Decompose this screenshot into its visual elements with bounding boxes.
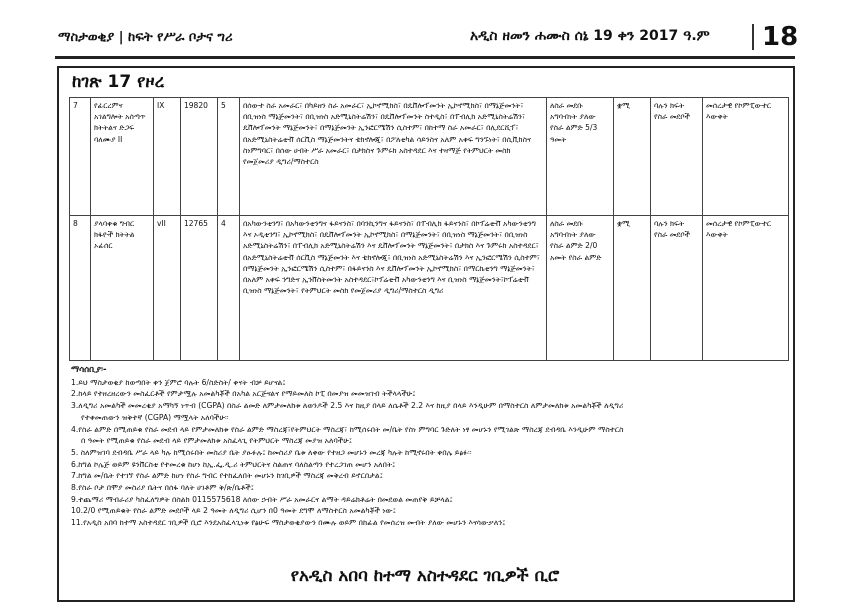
note-item: 6.ከግል ኮሌጅ ወይም ዩንቨርስቲ የተመረቁ ከሆነ ከኢ.ፌ.ዲ.ሪ ትምህርትና ስልጠና ባለስልጣን የተረጋገጠ መሆን አለበት፤ [71, 459, 396, 469]
continuation-title: ከገጽ 17 የዞረ [72, 72, 165, 92]
header-rule [55, 56, 795, 59]
cell-field: በአካውንቲንግ፣ በአካውንቲንግና ፋይናንስ፣ በባንኪንግና ፋይናንስ፣ በፐብሊክ ፋይናንስ፣ በኮፕሬቲቭ አካውንቲንግ እና ኦዲቲንግ፣ ኢኮኖሚክስ፣ በዴቨሎፕመንት ኢኮኖሚክስ፣ በማኔጅመንት፣ በቢዝነስ ማኔጅመንት፣ በቢዝነስ አድሚኒስትሬሽን፣ በፐብሊክ አድሚኒስትሬሽን እና ዴቨሎፕመንት ማኔጅመንት፣ በታክስ እና ጉምሩክ አስተዳደር፣ በአድሚኒስትሬቲቭ ሰርቪስ ማኔጅመንት እና ቴክኖሎጂ፣ በቢዝነስ አድሚኒስትሬሽን እና ኢንፎርሜሽን ሲስተም፣ በማኔጅመንት ኢንፎርሜሽን ሲስተም፣ በፋይናንስ እና ዴቨሎፕመንት ኢኮኖሚክስ፣ በማርኬቲንግ ማኔጅመንት፣ በአለም አቀፍ ንግድና ኢንቨስትመንት አስተዳደር፣ኮፕሬቲቭ አካውንቲንግ እና ቢዝነስ ማኔጅመንት፣ኮፕሬቲቭ ቢዝነስ ማኔጅመንት፣ የትምህርት መስክ የመጀመሪያ ዲግሪ/ማስተርስ ዲግሪ [240, 216, 547, 361]
cell-qty: 5 [218, 98, 240, 216]
note-item: 7.ከግል መ/ቤት የተገኘ የስራ ልምድ ከሆነ የስራ ግብር የተከፈለበት መሆኑን ከገቢዎች ማስረጃ መቅረብ ይኖርበታል፤ [71, 471, 383, 481]
cell-station: ባሉን ክፍት የስራ መደቦች [651, 98, 703, 216]
note-item: 9.ተጨማሪ ማብራሪያ ካስፈለግዎት በስልክ 0115575618 ለሰው ኃብት ሥራ አመራርና ልማት ዳይሬክቶሬት በመደወል መጠየቅ ይቻላል፤ [71, 494, 453, 504]
cell-no: 8 [70, 216, 91, 361]
note-item: የተቀመጠውን ዝቅተኛ (CGPA) ማሟላት አለባችሁ፡፡ [81, 412, 229, 422]
cell-location: ቋሚ [614, 98, 651, 216]
header-separator [752, 24, 754, 50]
cell-level: IX [154, 98, 181, 216]
note-item: 10.2/0 የሚጠይቁት የስራ ልምድ መደቦች ላይ 2 ዓመት ለዲግሪ ሲሆን በ0 ዓመት ደግሞ ለማስተርስ አመልካቾች ነው፤ [71, 506, 396, 516]
note-item: 4.የስራ ልምድ በሚጠይቁ የስራ መደብ ላይ የምታመለክቱ የስራ ልምድ ማስረጃ፣የትምህርት ማስረጃ፣ ከሚሰሩበት መ/ቤት የስነ ምግባር ጉድለት ነፃ መሆኑን የሚገልጽ ማስረጃ ደብዳቤ እንዲሁም ማስተርስ [71, 424, 624, 434]
cell-requirement: ለስራ መደቡ አግባብነት ያለው የስራ ልምድ 5/3 ዓመት [547, 98, 614, 216]
note-item: 2.ከላይ የተዘረዘረውን መስፈርቶች የምታሟሉ አመልካቾች በአካል አርጅናልና የማይመለስ ኮፒ በመያዝ መመዝገብ ትችላላችሁ፤ [71, 389, 416, 399]
cell-salary: 19820 [181, 98, 218, 216]
newspaper-dateline: አዲስ ዘመን ሐሙስ ሰኔ 19 ቀን 2017 ዓ.ም [470, 28, 710, 44]
note-item: 11.የአዲስ አበባ ከተማ አስተዳደር ገቢዎች ቢሮ እንደአስፈላጊነቱ የፅሁፍ ማስታወቂያውን በሙሉ ወይም በከፊል የመሰረዝ መብት ያለው መሆኑን እናሳውቃለን፤ [71, 518, 506, 528]
cell-level: vII [154, 216, 181, 361]
cell-location: ቋሚ [614, 216, 651, 361]
cell-skill: መሰረታዊ የኮምፒውተር እውቀት [703, 98, 789, 216]
note-item: 5. ስለምዝገባ ደብዳቤ ሥራ ላይ ካሉ ከሚሰሩበት መስሪያ ቤት ያፁፉሉ፤ ከመስሪያ ቤቱ ለቀው የተዘጋ መሆኑን መረጃ ካሉት ከሚኖሩበት ቀበሌ ይፅፉ፡፡ [71, 447, 472, 457]
cell-field: በሰውተ ስራ አመራር፣ በካይዘን ስራ አመራር፣ ኢኮኖሚክስ፣ በዴቨሎፕመንት ኢኮኖሚክስ፣ በማኔጅመንት፣ በቢዝነስ ማኔጅመንት፣ በቢዝነስ አድሚኒስትሬሽን፣ በዴቨሎፕመንት ስተዲስ፣ በፐብሊክ አድሚኒስትሬሽን፣ ዴቨሎፕመንት ማኔጅመንት፣ በማኔጅመንት ኢንፎርሜሽን ሲስተም፣ በከተማ ስራ አመራር፣ በሊደርሺፕ፣ በአድሚኒስትሬቲቭ ሰርቪስ ማኔጅመንትና ቴክኖሎጂ፣ በፖለቲካል ሳይንስና አለም አቀፍ ግንኙነት፣ በሲቪክስና ስነምግባር፣ በሰው ሀብት ሥራ አመራር፣ በታክስና ጉምሩክ አስተዳደር እና ተዛማጅ የትምህርት መስክ የመጀመሪያ ዲግሪ/ማስተርስ [240, 98, 547, 216]
cell-no: 7 [70, 98, 91, 216]
cell-station: ባሉን ክፍት የስራ መደቦች [651, 216, 703, 361]
job-table [69, 97, 789, 361]
cell-title: ያላባቀቁ ግብር ክፋዮች ክትትል ኦፊሰር [91, 216, 154, 361]
cell-salary: 12765 [181, 216, 218, 361]
note-item: 1.ይህ ማስታወቂያ ከወጣበት ቀን ጀምሮ ባሉት 6/ስድስት/ ቀናት ብቻ ይሆናል፤ [71, 377, 286, 387]
notes-heading: ማሳሰቢያ፡- [71, 365, 107, 375]
table-row [70, 98, 789, 216]
page-header [0, 0, 850, 55]
table-row [70, 216, 789, 361]
cell-title: የፊርረምና አገልግሎት አሰጣጥ ክትትልና ድጋፍ ባለሙያ II [91, 98, 154, 216]
cell-skill: መሰረታዊ የኮምፒውተር እውቀት [703, 216, 789, 361]
section-label: ማስታወቂያ | ከፍት የሥራ ቦታና ግሪ [58, 30, 233, 45]
cell-requirement: ለስራ መደቡ አግባብነት ያለው የስራ ልምድ 2/0 አመት የስራ ልምድ [547, 216, 614, 361]
note-item: በ ዓመት የሚጠይቁ የስራ መደብ ላይ የምታመለክቱ አስፈላጊ የትምህርት ማስረጃ መያዝ አለባችሁ፤ [81, 436, 352, 446]
bottom-rule [57, 600, 795, 609]
cell-qty: 4 [218, 216, 240, 361]
page-number: 18 [762, 22, 799, 52]
note-item: 8.የስራ ቦታ በሞያ መስሪያ ቤትና በሰፋ ባለት ሀገቶም ቅ/ጽ/ቤቶች፤ [71, 483, 254, 493]
notes-section [71, 365, 791, 529]
note-item: 3.ለዲግሪ አመልካች መመረቂያ አማካኝ ነጥብ (CGPA) በስራ ልመድ ለምታመለክቱ ለወንዶች 2.5 እና ከዚያ በላይ ለሴቶች 2.2 እና ከዚያ በላይ እንዲሁም በማስተርስ ለምታመለክቱ አመልካቾች ለዲግሪ [71, 401, 624, 411]
issuer-footer: የአዲስ አበባ ከተማ አስተዳደር ገቢዎች ቢሮ [290, 566, 560, 586]
